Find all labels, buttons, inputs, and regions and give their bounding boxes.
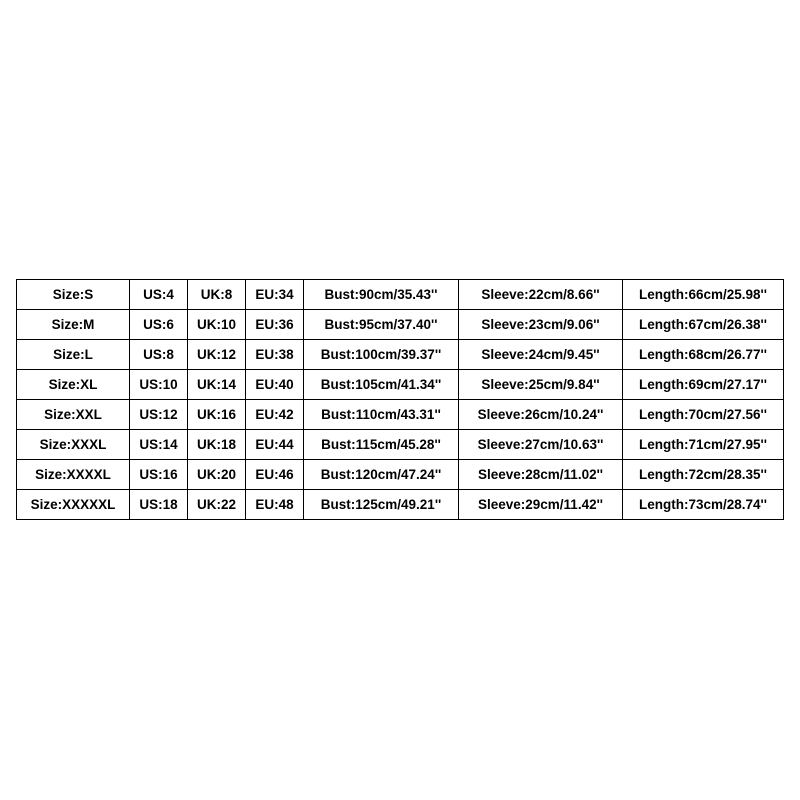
uk-size-cell: UK:12 (188, 340, 246, 370)
us-size-cell: US:4 (130, 280, 188, 310)
length-cell: Length:73cm/28.74'' (623, 490, 784, 520)
bust-cell: Bust:105cm/41.34'' (304, 370, 459, 400)
eu-size-cell: EU:42 (246, 400, 304, 430)
size-cell: Size:XL (17, 370, 130, 400)
sleeve-cell: Sleeve:23cm/9.06'' (459, 310, 623, 340)
size-chart-table (16, 279, 784, 520)
sleeve-cell: Sleeve:29cm/11.42'' (459, 490, 623, 520)
us-size-cell: US:8 (130, 340, 188, 370)
us-size-cell: US:6 (130, 310, 188, 340)
table-row (17, 400, 784, 430)
length-cell: Length:72cm/28.35'' (623, 460, 784, 490)
sleeve-cell: Sleeve:27cm/10.63'' (459, 430, 623, 460)
uk-size-cell: UK:20 (188, 460, 246, 490)
table-row (17, 340, 784, 370)
bust-cell: Bust:110cm/43.31'' (304, 400, 459, 430)
sleeve-cell: Sleeve:25cm/9.84'' (459, 370, 623, 400)
size-cell: Size:XXL (17, 400, 130, 430)
us-size-cell: US:12 (130, 400, 188, 430)
bust-cell: Bust:95cm/37.40'' (304, 310, 459, 340)
eu-size-cell: EU:48 (246, 490, 304, 520)
bust-cell: Bust:100cm/39.37'' (304, 340, 459, 370)
us-size-cell: US:16 (130, 460, 188, 490)
size-chart-body (17, 280, 784, 520)
sleeve-cell: Sleeve:24cm/9.45'' (459, 340, 623, 370)
eu-size-cell: EU:46 (246, 460, 304, 490)
eu-size-cell: EU:44 (246, 430, 304, 460)
table-row (17, 310, 784, 340)
bust-cell: Bust:90cm/35.43'' (304, 280, 459, 310)
length-cell: Length:66cm/25.98'' (623, 280, 784, 310)
length-cell: Length:71cm/27.95'' (623, 430, 784, 460)
uk-size-cell: UK:22 (188, 490, 246, 520)
length-cell: Length:68cm/26.77'' (623, 340, 784, 370)
uk-size-cell: UK:8 (188, 280, 246, 310)
length-cell: Length:67cm/26.38'' (623, 310, 784, 340)
bust-cell: Bust:115cm/45.28'' (304, 430, 459, 460)
table-row (17, 370, 784, 400)
eu-size-cell: EU:38 (246, 340, 304, 370)
sleeve-cell: Sleeve:22cm/8.66'' (459, 280, 623, 310)
size-cell: Size:S (17, 280, 130, 310)
size-cell: Size:L (17, 340, 130, 370)
us-size-cell: US:18 (130, 490, 188, 520)
uk-size-cell: UK:10 (188, 310, 246, 340)
uk-size-cell: UK:18 (188, 430, 246, 460)
bust-cell: Bust:125cm/49.21'' (304, 490, 459, 520)
us-size-cell: US:10 (130, 370, 188, 400)
sleeve-cell: Sleeve:28cm/11.02'' (459, 460, 623, 490)
eu-size-cell: EU:34 (246, 280, 304, 310)
size-cell: Size:XXXL (17, 430, 130, 460)
uk-size-cell: UK:14 (188, 370, 246, 400)
us-size-cell: US:14 (130, 430, 188, 460)
eu-size-cell: EU:36 (246, 310, 304, 340)
table-row (17, 280, 784, 310)
size-cell: Size:XXXXXL (17, 490, 130, 520)
table-row (17, 490, 784, 520)
table-row (17, 460, 784, 490)
size-cell: Size:XXXXL (17, 460, 130, 490)
length-cell: Length:69cm/27.17'' (623, 370, 784, 400)
uk-size-cell: UK:16 (188, 400, 246, 430)
sleeve-cell: Sleeve:26cm/10.24'' (459, 400, 623, 430)
eu-size-cell: EU:40 (246, 370, 304, 400)
length-cell: Length:70cm/27.56'' (623, 400, 784, 430)
size-cell: Size:M (17, 310, 130, 340)
bust-cell: Bust:120cm/47.24'' (304, 460, 459, 490)
table-row (17, 430, 784, 460)
